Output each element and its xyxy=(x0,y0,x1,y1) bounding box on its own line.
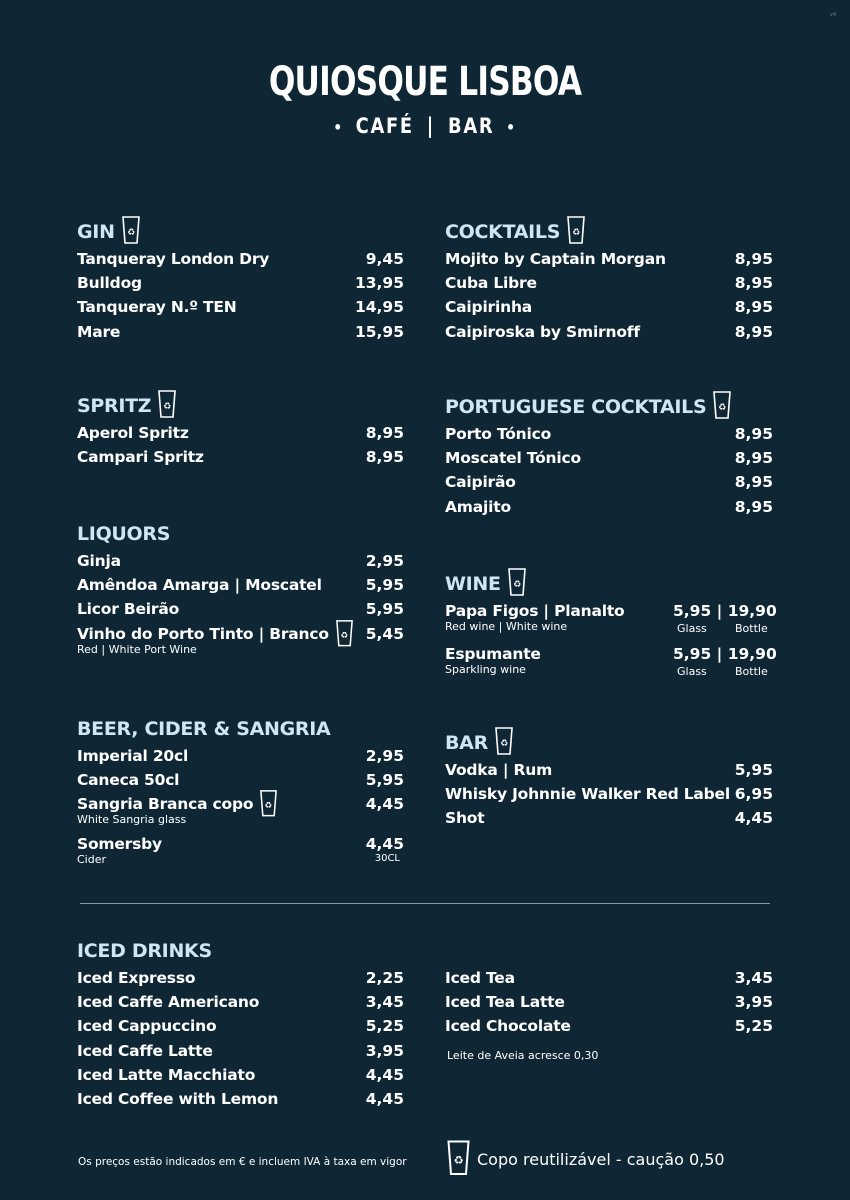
item-size: 30CL xyxy=(374,853,400,865)
menu-item xyxy=(77,1040,404,1064)
svg-text:♻: ♻ xyxy=(453,1154,464,1167)
menu-item xyxy=(77,446,404,470)
item-name: Amajito xyxy=(445,497,511,516)
item-price: 8,95 xyxy=(734,425,773,443)
reusable-cup-icon xyxy=(566,215,586,250)
item-subtitle: Red | White Port Wine xyxy=(77,642,197,656)
reusable-cup-icon xyxy=(335,619,354,652)
item-price: 5,95 xyxy=(365,576,404,595)
section-gin xyxy=(77,216,404,345)
item-name: Moscatel Tónico xyxy=(445,449,581,468)
svg-text:♻: ♻ xyxy=(126,227,135,238)
menu-item xyxy=(77,550,404,574)
item-subtitle: Cider xyxy=(77,853,107,867)
menu-item xyxy=(77,1015,404,1039)
section-spritz xyxy=(77,390,404,470)
menu-item xyxy=(77,248,404,272)
menu-item xyxy=(445,321,773,345)
item-price: 4,45 xyxy=(365,795,404,814)
item-price: 5,95 xyxy=(365,771,404,790)
item-subtitle: Sparkling wine xyxy=(445,663,526,676)
item-name: Bulldog xyxy=(77,274,142,293)
item-name: Amêndoa Amarga | Moscatel xyxy=(77,576,322,595)
menu-item xyxy=(77,1088,404,1112)
menu-item xyxy=(77,967,404,991)
svg-text:♻: ♻ xyxy=(340,630,349,641)
reusable-cup-text: Copo reutilizável - caução 0,50 xyxy=(477,1150,725,1170)
item-price: 8,95 xyxy=(734,449,773,468)
menu-item xyxy=(445,759,773,783)
item-price: 5,45 xyxy=(365,624,404,643)
reusable-cup-note xyxy=(446,1139,725,1181)
item-price: 3,45 xyxy=(734,969,773,987)
item-subtitle: White Sangria glass xyxy=(77,813,187,827)
menu-item xyxy=(77,745,404,769)
menu-item xyxy=(77,833,404,873)
corner-mark: v4 xyxy=(829,12,836,18)
item-name: Sangria Branca copo xyxy=(77,795,254,814)
menu-item xyxy=(77,272,404,296)
item-name: Whisky Johnnie Walker Red Label xyxy=(445,785,730,804)
item-name: Espumante xyxy=(445,645,541,663)
menu-item xyxy=(77,598,404,622)
item-price: 6,95 xyxy=(734,785,773,804)
item-name: Iced Caffe Latte xyxy=(77,1041,213,1060)
reusable-cup-icon xyxy=(157,389,177,424)
item-name: Mare xyxy=(77,322,121,341)
item-price: 8,95 xyxy=(734,250,773,268)
item-name: Tanqueray N.º TEN xyxy=(77,298,237,317)
svg-text:♻: ♻ xyxy=(718,402,727,413)
item-name: Iced Latte Macchiato xyxy=(77,1065,256,1084)
section-title-iced: ICED DRINKS xyxy=(77,940,212,962)
item-price: 8,95 xyxy=(365,424,404,442)
prices-note: Os preços estão indicados em € e incluem IVA à taxa em vigor xyxy=(78,1156,407,1168)
wine-prices xyxy=(673,602,777,635)
section-bar xyxy=(445,727,773,832)
item-name: Campari Spritz xyxy=(77,448,204,467)
item-name: Cuba Libre xyxy=(445,274,537,293)
menu-item xyxy=(445,447,773,471)
item-name: Iced Chocolate xyxy=(445,1017,571,1036)
item-name: Somersby xyxy=(77,835,162,854)
item-price: 8,95 xyxy=(365,448,404,467)
item-price: 4,45 xyxy=(365,1089,404,1108)
svg-text:♻: ♻ xyxy=(572,227,581,238)
menu-item xyxy=(77,793,404,833)
item-price: 8,95 xyxy=(734,322,773,341)
menu-header xyxy=(0,58,850,138)
tagline-cafe: CAFÉ xyxy=(355,114,414,138)
item-price: 5,25 xyxy=(365,1017,404,1036)
section-title-cocktails: COCKTAILS ♻ xyxy=(445,216,773,248)
reusable-cup-icon xyxy=(507,567,527,602)
tagline-separator: | xyxy=(426,114,436,138)
menu-item xyxy=(445,991,773,1015)
item-name: Iced Caffe Americano xyxy=(77,993,260,1012)
item-name: Iced Cappuccino xyxy=(77,1017,217,1036)
item-subtitle: Red wine | White wine xyxy=(445,620,568,633)
item-name: Iced Expresso xyxy=(77,969,196,987)
section-title-spritz: SPRITZ ♻ xyxy=(77,390,404,422)
section-title-beer: BEER, CIDER & SANGRIA xyxy=(77,718,331,740)
item-price: 4,45 xyxy=(734,809,773,828)
oat-milk-note: Leite de Aveia acresce 0,30 xyxy=(447,1049,599,1062)
brand-title: QUIOSQUE LISBOA xyxy=(268,59,582,105)
menu-item xyxy=(445,248,773,272)
svg-text:♻: ♻ xyxy=(500,738,508,749)
item-price: 5,95 xyxy=(365,600,404,619)
section-iced-drinks xyxy=(77,935,404,1112)
section-liquors xyxy=(77,518,404,663)
item-name: Caipirinha xyxy=(445,298,533,317)
svg-text:♻: ♻ xyxy=(512,579,521,590)
item-price: 5,95 | 19,90 xyxy=(673,602,777,620)
item-name: Tanqueray London Dry xyxy=(77,250,270,268)
menu-item xyxy=(445,807,773,831)
menu-item xyxy=(77,991,404,1015)
item-price: 14,95 xyxy=(354,298,404,317)
item-price: 5,25 xyxy=(734,1017,773,1036)
bottle-label: Bottle xyxy=(735,622,768,635)
item-name: Caipiroska by Smirnoff xyxy=(445,322,640,341)
item-name: Caneca 50cl xyxy=(77,771,180,790)
section-portuguese-cocktails xyxy=(445,391,773,520)
menu-item xyxy=(445,967,773,991)
item-name: Caipirão xyxy=(445,473,516,492)
menu-item xyxy=(445,272,773,296)
reusable-cup-icon xyxy=(121,215,141,250)
item-price: 8,95 xyxy=(734,274,773,293)
tagline-bar: BAR xyxy=(448,114,495,138)
menu-item xyxy=(77,769,404,793)
item-price: 8,95 xyxy=(734,298,773,317)
reusable-cup-icon xyxy=(712,390,732,425)
menu-item xyxy=(77,574,404,598)
menu-item xyxy=(77,422,404,446)
item-name: Papa Figos | Planalto xyxy=(445,602,625,620)
item-price: 8,95 xyxy=(734,497,773,516)
item-name: Iced Tea xyxy=(445,969,515,987)
menu-item xyxy=(445,783,773,807)
menu-item xyxy=(77,1064,404,1088)
svg-text:♻: ♻ xyxy=(163,401,172,412)
menu-item xyxy=(445,600,777,643)
item-price: 2,95 xyxy=(365,552,404,570)
item-price: 5,95 xyxy=(734,761,773,779)
item-name: Iced Coffee with Lemon xyxy=(77,1089,279,1108)
menu-item xyxy=(445,496,773,520)
section-wine xyxy=(445,568,777,686)
menu-item xyxy=(445,471,773,495)
item-name: Mojito by Captain Morgan xyxy=(445,250,666,268)
brand-tagline: • CAFÉ | BAR • xyxy=(333,114,517,138)
item-price: 2,25 xyxy=(365,969,404,987)
menu-item xyxy=(445,423,773,447)
glass-label: Glass xyxy=(677,622,707,635)
item-name: Iced Tea Latte xyxy=(445,993,565,1012)
item-price: 4,45 xyxy=(365,1065,404,1084)
item-price: 3,95 xyxy=(365,1041,404,1060)
item-name: Vodka | Rum xyxy=(445,761,553,779)
section-title-gin: GIN ♻ xyxy=(77,216,404,248)
item-name: Licor Beirão xyxy=(77,600,180,619)
item-price: 8,95 xyxy=(734,473,773,492)
item-name: Vinho do Porto Tinto | Branco xyxy=(77,624,329,643)
item-price: 4,45 xyxy=(365,835,404,854)
item-price: 5,95 | 19,90 xyxy=(673,645,777,663)
item-name: Ginja xyxy=(77,552,121,570)
item-name: Aperol Spritz xyxy=(77,424,189,442)
item-price: 15,95 xyxy=(354,322,404,341)
item-price: 2,95 xyxy=(365,747,404,765)
item-name: Shot xyxy=(445,809,485,828)
svg-text:♻: ♻ xyxy=(264,801,273,812)
section-title-liquors: LIQUORS xyxy=(77,523,171,545)
wine-prices xyxy=(673,645,777,678)
item-price: 3,45 xyxy=(365,993,404,1012)
menu-item xyxy=(77,296,404,320)
reusable-cup-icon xyxy=(446,1139,471,1181)
menu-item xyxy=(445,643,777,686)
bottle-label: Bottle xyxy=(735,665,768,678)
menu-item xyxy=(77,623,404,663)
section-beer-cider-sangria xyxy=(77,713,404,873)
reusable-cup-icon xyxy=(259,789,278,822)
section-iced-drinks-right xyxy=(445,967,773,1040)
item-name: Imperial 20cl xyxy=(77,747,189,765)
section-title-portuguese: PORTUGUESE COCKTAILS ♻ xyxy=(445,391,773,423)
item-price: 3,95 xyxy=(734,993,773,1012)
menu-item xyxy=(77,321,404,345)
menu-item xyxy=(445,296,773,320)
divider xyxy=(80,903,770,904)
section-cocktails xyxy=(445,216,773,345)
reusable-cup-icon xyxy=(494,726,514,761)
item-name: Porto Tónico xyxy=(445,425,552,443)
item-price: 13,95 xyxy=(354,274,404,293)
section-title-bar: BAR ♻ xyxy=(445,727,773,759)
menu-item xyxy=(445,1015,773,1039)
glass-label: Glass xyxy=(677,665,707,678)
item-price: 9,45 xyxy=(365,250,404,268)
section-title-wine: WINE ♻ xyxy=(445,568,773,600)
